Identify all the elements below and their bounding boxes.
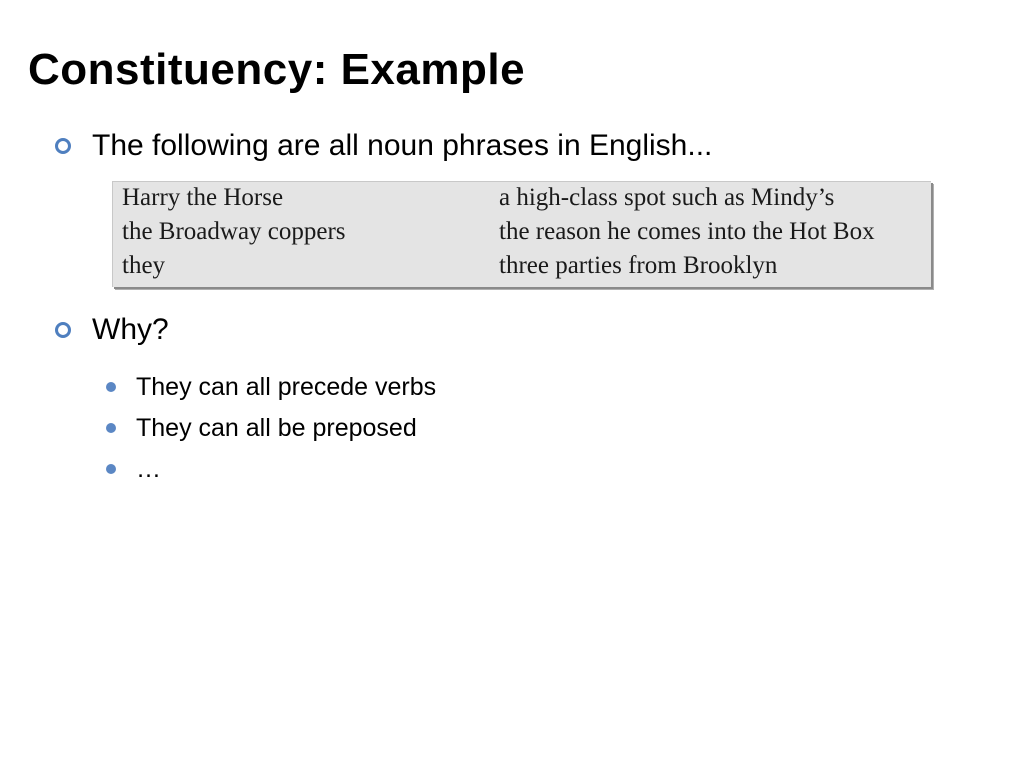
noun-phrase-example: the Broadway coppers xyxy=(122,218,346,245)
bullet-text: The following are all noun phrases in English... xyxy=(92,129,713,162)
noun-phrase-column-right xyxy=(499,182,875,284)
noun-phrase-examples-box xyxy=(112,181,931,287)
sub-bullet-text: … xyxy=(136,454,161,483)
sub-bullet-item xyxy=(106,448,436,489)
noun-phrase-column-left xyxy=(122,182,346,284)
noun-phrase-example: three parties from Brooklyn xyxy=(499,252,778,279)
slide-title: Constituency: Example xyxy=(28,45,526,94)
dot-bullet-icon xyxy=(106,464,116,474)
dot-bullet-icon xyxy=(106,423,116,433)
noun-phrase-example: they xyxy=(122,252,166,279)
noun-phrase-example: the reason he comes into the Hot Box xyxy=(499,218,875,245)
sub-bullet-item xyxy=(106,407,436,448)
ring-bullet-icon xyxy=(55,138,71,154)
dot-bullet-icon xyxy=(106,382,116,392)
bullet-item-noun-phrases xyxy=(55,128,712,164)
bullet-text: Why? xyxy=(92,313,169,346)
noun-phrase-example: a high-class spot such as Mindy’s xyxy=(499,184,835,211)
sub-bullet-text: They can all precede verbs xyxy=(136,372,437,401)
sub-bullet-text: They can all be preposed xyxy=(136,413,417,442)
sub-bullet-item xyxy=(106,366,436,407)
noun-phrase-example: Harry the Horse xyxy=(122,184,284,211)
ring-bullet-icon xyxy=(55,322,71,338)
why-reasons-list xyxy=(106,366,436,489)
bullet-item-why xyxy=(55,312,169,348)
